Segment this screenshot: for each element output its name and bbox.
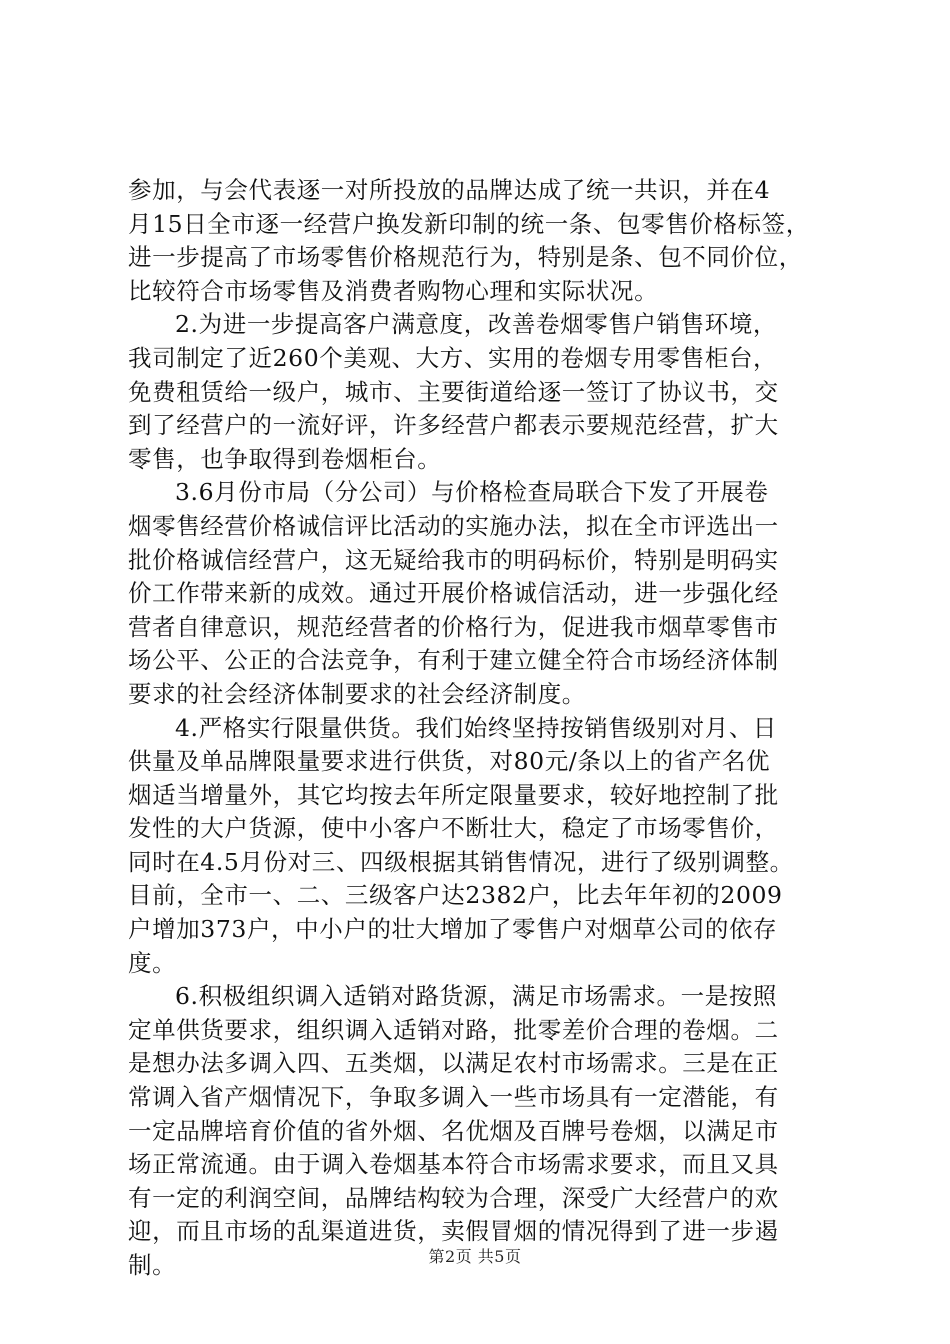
text-line: 目前，全市一、二、三级客户达2382户，比去年年初的2009 (128, 881, 783, 910)
document-body (128, 174, 828, 1283)
paragraph (128, 308, 828, 476)
text-line: 度。 (128, 948, 177, 977)
text-line: 烟零售经营价格诚信评比活动的实施办法，拟在全市评选出一 (128, 511, 779, 540)
text-line: 进一步提高了市场零售价格规范行为，特别是条、包不同价位， (128, 243, 803, 272)
text-line: 迎，而且市场的乱渠道进货，卖假冒烟的情况得到了进一步遏 (128, 1217, 779, 1246)
paragraph (128, 980, 828, 1282)
text-line: 到了经营户的一流好评，许多经营户都表示要规范经营，扩大 (128, 411, 779, 440)
text-line: 一定品牌培育价值的省外烟、名优烟及百牌号卷烟，以满足市 (128, 1116, 779, 1145)
text-line: 有一定的利润空间，品牌结构较为合理，深受广大经营户的欢 (128, 1183, 779, 1212)
text-line: 6.积极组织调入适销对路货源，满足市场需求。一是按照 (175, 982, 778, 1011)
paragraph (128, 174, 828, 308)
text-line: 批价格诚信经营户，这无疑给我市的明码标价，特别是明码实 (128, 545, 779, 574)
text-line: 同时在4.5月份对三、四级根据其销售情况，进行了级别调整。 (128, 847, 794, 876)
text-line: 我司制定了近260个美观、大方、实用的卷烟专用零售柜台， (128, 343, 778, 372)
text-line: 定单供货要求，组织调入适销对路，批零差价合理的卷烟。二 (128, 1015, 779, 1044)
text-line: 零售，也争取得到卷烟柜台。 (128, 444, 442, 473)
text-line: 场正常流通。由于调入卷烟基本符合市场需求要求，而且又具 (128, 1150, 779, 1179)
text-line: 户增加373户，中小户的壮大增加了零售户对烟草公司的依存 (128, 915, 778, 944)
text-line: 3.6月份市局（分公司）与价格检查局联合下发了开展卷 (175, 478, 769, 507)
text-line: 比较符合市场零售及消费者购物心理和实际状况。 (128, 276, 659, 305)
text-line: 是想办法多调入四、五类烟，以满足农村市场需求。三是在正 (128, 1049, 779, 1078)
page-footer: 第2页 共5页 (428, 1247, 522, 1266)
paragraph (128, 476, 828, 711)
text-line: 烟适当增量外，其它均按去年所定限量要求，较好地控制了批 (128, 780, 779, 809)
text-line: 营者自律意识，规范经营者的价格行为，促进我市烟草零售市 (128, 612, 779, 641)
paragraph (128, 712, 828, 981)
text-line: 月15日全市逐一经营户换发新印制的统一条、包零售价格标签， (128, 209, 810, 238)
text-line: 供量及单品牌限量要求进行供货，对80元/条以上的省产名优 (128, 747, 771, 776)
text-line: 4.严格实行限量供货。我们始终坚持按销售级别对月、日 (175, 713, 778, 742)
text-line: 2.为进一步提高客户满意度，改善卷烟零售户销售环境， (175, 310, 778, 339)
text-line: 场公平、公正的合法竞争，有利于建立健全符合市场经济体制 (128, 646, 779, 675)
text-line: 免费租赁给一级户，城市、主要街道给逐一签订了协议书，交 (128, 377, 779, 406)
text-line: 发性的大户货源，使中小客户不断壮大，稳定了市场零售价， (128, 814, 779, 843)
text-line: 价工作带来新的成效。通过开展价格诚信活动，进一步强化经 (128, 579, 779, 608)
text-line: 常调入省产烟情况下，争取多调入一些市场具有一定潜能，有 (128, 1083, 779, 1112)
text-line: 参加，与会代表逐一对所投放的品牌达成了统一共识，并在4 (128, 176, 771, 204)
text-line: 要求的社会经济体制要求的社会经济制度。 (128, 679, 586, 708)
text-line: 制。 (128, 1251, 177, 1279)
